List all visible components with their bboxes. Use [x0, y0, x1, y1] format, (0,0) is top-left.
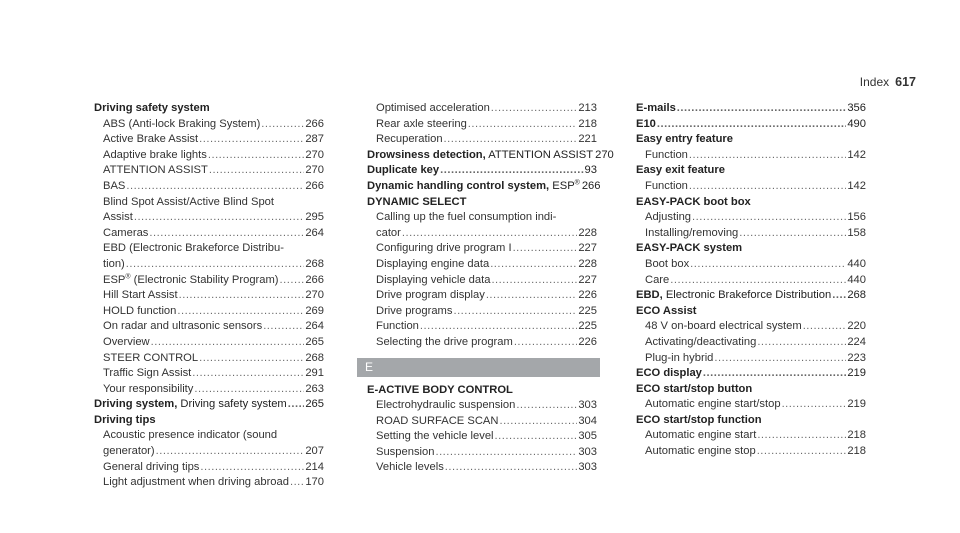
entry-text: Care	[645, 273, 670, 286]
index-subentry	[367, 445, 597, 461]
page-ref[interactable]: 158	[847, 226, 866, 239]
entry-text: Drive program display	[376, 289, 485, 302]
index-subentry	[367, 257, 597, 273]
index-subentry: Blind Spot Assist/Active Blind Spot	[103, 195, 275, 208]
entry-text: Setting the vehicle level	[376, 430, 494, 443]
entry-text: Automatic engine start/stop	[645, 398, 781, 411]
page-ref[interactable]: 303	[578, 399, 597, 412]
entry-text: Function	[645, 179, 688, 192]
page-ref[interactable]: 303	[578, 461, 597, 474]
entry-text: Adjusting	[645, 211, 692, 224]
index-subentry	[367, 429, 597, 445]
page-ref[interactable]: 219	[847, 398, 866, 411]
index-subentry	[94, 319, 324, 335]
index-subentry	[94, 179, 324, 195]
heading-text: ECO display	[636, 367, 702, 380]
heading-text: Driving tips	[94, 413, 156, 426]
heading-text: Duplicate key	[367, 164, 440, 177]
entry-text: Plug-in hybrid	[645, 351, 714, 364]
index-heading	[636, 101, 866, 117]
index-subentry: EBD (Electronic Brakeforce Distribu-	[103, 242, 284, 255]
entry-text: HOLD function	[103, 304, 177, 317]
index-heading	[636, 163, 866, 179]
entry-text: Displaying engine data	[376, 257, 490, 270]
index-subentry	[636, 428, 866, 444]
index-subentry	[94, 273, 324, 289]
heading-text: Driving safety system	[94, 102, 210, 114]
heading-text: Easy entry feature	[636, 133, 734, 146]
page-ref[interactable]: 213	[578, 102, 597, 114]
page-ref[interactable]: 268	[305, 351, 324, 364]
index-subentry	[367, 288, 597, 304]
page-ref[interactable]: 93	[584, 164, 597, 177]
page-ref[interactable]: 440	[847, 273, 866, 286]
page-ref[interactable]: 214	[305, 460, 324, 473]
entry-text: ESP® (Electronic Stability Program)	[103, 272, 279, 286]
index-heading	[94, 397, 324, 413]
index-subentry	[367, 398, 597, 414]
index-heading	[636, 117, 866, 133]
heading-subtext: ESP®	[549, 179, 580, 192]
heading-text: Dynamic handling control system,	[367, 179, 550, 192]
page-ref[interactable]: 305	[578, 430, 597, 443]
page-ref[interactable]: 223	[847, 351, 866, 364]
index-subentry	[636, 444, 866, 460]
page-ref[interactable]: 170	[305, 476, 324, 489]
entry-text: Configuring drive program I	[376, 242, 512, 255]
page-ref[interactable]: 228	[578, 226, 597, 239]
index-subentry	[94, 366, 324, 382]
index-subentry	[94, 382, 324, 398]
page-ref[interactable]: 225	[578, 320, 597, 333]
index-heading	[636, 132, 866, 148]
entry-text: Vehicle levels	[376, 461, 444, 474]
page-ref[interactable]: 266	[305, 117, 324, 130]
index-subentry	[636, 210, 866, 226]
heading-subtext: Electronic Brakeforce Distribution	[662, 289, 832, 302]
heading-text: E-mails	[636, 102, 676, 114]
entry-text: Automatic engine stop	[645, 445, 756, 458]
page-ref[interactable]: 269	[305, 304, 324, 317]
page-number: 617	[895, 75, 916, 89]
entry-text: generator)	[103, 445, 155, 458]
entry-text: Active Brake Assist	[103, 133, 199, 146]
index-subentry	[636, 226, 866, 242]
entry-text: On radar and ultrasonic sensors	[103, 320, 263, 333]
entry-text: ROAD SURFACE SCAN	[376, 414, 499, 427]
entry-text: Optimised acceleration	[376, 102, 490, 114]
index-subentry	[367, 319, 597, 335]
page-ref[interactable]: 228	[578, 257, 597, 270]
index-heading	[367, 163, 597, 179]
entry-text: Selecting the drive program	[376, 335, 513, 348]
page-ref[interactable]: 270	[305, 164, 324, 177]
index-subentry	[367, 273, 597, 289]
page-ref[interactable]: 270	[305, 289, 324, 302]
page-ref[interactable]: 270	[305, 148, 324, 161]
index-heading	[636, 241, 866, 257]
page-ref[interactable]: 287	[305, 133, 324, 146]
page-ref[interactable]: 219	[847, 367, 866, 380]
page-ref[interactable]: 268	[847, 289, 866, 302]
page-ref[interactable]: 220	[847, 320, 866, 333]
index-heading	[94, 101, 324, 117]
entry-text: BAS	[103, 179, 126, 192]
index-subentry	[94, 148, 324, 164]
heading-text: ECO Assist	[636, 304, 697, 317]
page-ref[interactable]: 263	[305, 382, 324, 395]
page-ref[interactable]: 227	[578, 242, 597, 255]
heading-subtext: Driving safety system	[177, 398, 287, 411]
entry-text: Assist	[103, 211, 133, 224]
index-subentry	[367, 241, 597, 257]
page-ref[interactable]: 295	[305, 211, 324, 224]
index-heading	[367, 148, 614, 164]
index-subentry	[636, 179, 866, 195]
page-ref[interactable]: 226	[578, 335, 597, 348]
index-heading	[636, 304, 866, 320]
heading-text: EASY-PACK system	[636, 242, 743, 255]
page-ref[interactable]: 268	[305, 257, 324, 270]
page-ref[interactable]: 142	[847, 148, 866, 161]
entry-text: Adaptive brake lights	[103, 148, 207, 161]
page-ref[interactable]: 440	[847, 257, 866, 270]
index-subentry	[367, 304, 597, 320]
index-subentry	[94, 210, 324, 226]
index-heading	[367, 195, 597, 211]
page-ref[interactable]: 303	[578, 445, 597, 458]
page-ref[interactable]: 207	[305, 445, 324, 458]
index-subentry	[367, 460, 597, 476]
index-heading	[636, 288, 866, 304]
index-subentry	[94, 460, 324, 476]
heading-subtext: ATTENTION ASSIST	[485, 148, 594, 161]
entry-text: Function	[376, 320, 419, 333]
index-subentry	[367, 335, 597, 351]
index-subentry	[636, 397, 866, 413]
entry-text: Cameras	[103, 226, 149, 239]
entry-text: STEER CONTROL	[103, 351, 199, 364]
index-subentry	[367, 101, 597, 117]
entry-text: Installing/removing	[645, 226, 739, 239]
page-ref[interactable]: 142	[847, 179, 866, 192]
heading-text: EBD,	[636, 289, 663, 302]
page-ref[interactable]: 264	[305, 320, 324, 333]
heading-text: ECO start/stop button	[636, 382, 753, 395]
page-ref[interactable]: 270	[595, 148, 614, 161]
page-ref[interactable]: 224	[847, 335, 866, 348]
index-subentry	[367, 132, 597, 148]
page-ref[interactable]: 218	[578, 117, 597, 130]
index-subentry	[367, 226, 597, 242]
entry-text: Traffic Sign Assist	[103, 367, 192, 380]
heading-text: Easy exit feature	[636, 164, 725, 177]
index-subentry	[94, 288, 324, 304]
index-subentry	[94, 335, 324, 351]
entry-text: 48 V on-board electrical system	[645, 320, 802, 333]
index-subentry	[94, 226, 324, 242]
index-subentry	[636, 351, 866, 367]
entry-text: Displaying vehicle data	[376, 273, 491, 286]
index-subentry	[636, 273, 866, 289]
entry-text: Rear axle steering	[376, 117, 467, 130]
heading-text: EASY-PACK boot box	[636, 195, 751, 208]
index-subentry	[367, 117, 597, 133]
heading-text: Driving system,	[94, 398, 178, 411]
index-subentry	[94, 475, 324, 491]
index-subentry	[94, 257, 324, 273]
heading-text: Drowsiness detection,	[367, 148, 486, 161]
entry-text: ATTENTION ASSIST	[103, 164, 208, 177]
entry-text: Automatic engine start	[645, 429, 757, 442]
entry-text: Overview	[103, 335, 150, 348]
heading-text: DYNAMIC SELECT	[367, 195, 467, 208]
index-subentry	[636, 148, 866, 164]
index-subentry	[94, 163, 324, 179]
page-ref[interactable]: 218	[847, 445, 866, 458]
index-heading	[636, 382, 866, 398]
index-subentry: Acoustic presence indicator (sound	[103, 429, 278, 442]
page-ref[interactable]: 218	[847, 429, 866, 442]
page-ref[interactable]: 266	[581, 179, 601, 192]
index-heading	[367, 179, 601, 195]
index-heading	[367, 383, 597, 399]
index-subentry	[94, 132, 324, 148]
index-heading	[636, 195, 866, 211]
entry-text: Drive programs	[376, 304, 453, 317]
entry-text: Recuperation	[376, 133, 443, 146]
page-ref[interactable]: 264	[305, 226, 324, 239]
entry-text: ABS (Anti-lock Braking System)	[103, 117, 261, 130]
index-subentry	[636, 319, 866, 335]
entry-text: General driving tips	[103, 460, 200, 473]
entry-text: Function	[645, 148, 688, 161]
index-subentry	[94, 117, 324, 133]
entry-text: Your responsibility	[103, 382, 194, 395]
index-subentry	[636, 257, 866, 273]
heading-text: E-ACTIVE BODY CONTROL	[367, 383, 513, 396]
entry-text: Suspension	[376, 445, 435, 458]
index-subentry	[94, 304, 324, 320]
page-ref[interactable]: 226	[578, 289, 597, 302]
index-column-2	[365, 101, 614, 476]
section-letter: E	[357, 358, 600, 377]
entry-text: cator	[376, 226, 401, 239]
page-ref[interactable]: 265	[305, 398, 324, 411]
page-ref[interactable]: 265	[305, 335, 324, 348]
entry-text: Light adjustment when driving abroad	[103, 476, 289, 489]
page-ref[interactable]: 266	[305, 179, 324, 192]
page-header	[860, 75, 916, 89]
page-ref[interactable]: 356	[847, 102, 866, 114]
page-ref[interactable]: 227	[578, 273, 597, 286]
heading-text: ECO start/stop function	[636, 413, 762, 426]
entry-text: Boot box	[645, 257, 690, 270]
index-subentry	[94, 351, 324, 367]
index-column-3	[636, 101, 866, 460]
index-subentry	[636, 335, 866, 351]
index-subentry	[94, 444, 324, 460]
entry-text: Activating/deactivating	[645, 335, 757, 348]
index-heading	[94, 413, 324, 429]
page-ref[interactable]: 156	[847, 211, 866, 224]
page-ref[interactable]: 266	[305, 273, 324, 286]
heading-text: E10	[636, 117, 656, 130]
entry-text: Hill Start Assist	[103, 289, 178, 302]
entry-text: Electrohydraulic suspension	[376, 399, 516, 412]
page-ref[interactable]: 304	[578, 414, 597, 427]
page-ref[interactable]: 490	[847, 117, 866, 130]
entry-text: tion)	[103, 257, 125, 270]
page-ref[interactable]: 221	[578, 133, 597, 146]
index-subentry: Calling up the fuel consumption indi-	[376, 211, 557, 224]
index-column-1	[94, 101, 324, 491]
index-heading	[636, 366, 866, 382]
index-subentry	[367, 414, 597, 430]
page-ref[interactable]: 225	[578, 304, 597, 317]
page-ref[interactable]: 291	[305, 367, 324, 380]
header-label: Index	[859, 75, 890, 89]
index-heading	[636, 413, 866, 429]
